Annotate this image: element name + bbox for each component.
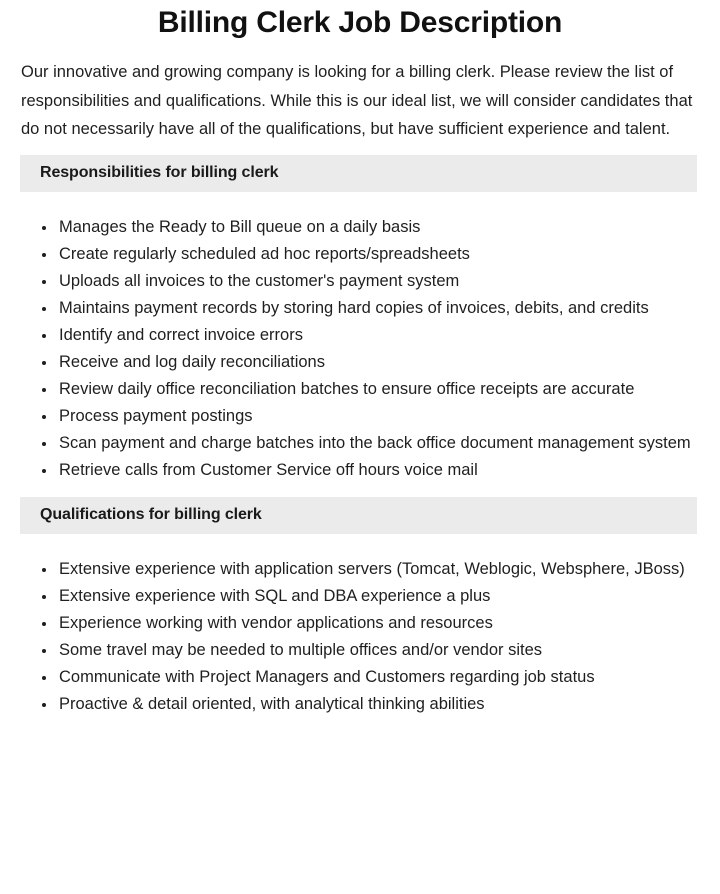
section-qualifications bbox=[0, 497, 720, 718]
section-header-responsibilities bbox=[20, 155, 697, 192]
section-header-qualifications bbox=[20, 497, 697, 534]
qualifications-list bbox=[0, 534, 720, 718]
list-item: Extensive experience with application servers (Tomcat, Weblogic, Websphere, JBoss) bbox=[0, 556, 720, 583]
list-item: Communicate with Project Managers and Customers regarding job status bbox=[0, 664, 720, 691]
list-item: Maintains payment records by storing hard copies of invoices, debits, and credits bbox=[0, 295, 720, 322]
list-item: Review daily office reconciliation batches to ensure office receipts are accurate bbox=[0, 376, 720, 403]
section-responsibilities bbox=[0, 155, 720, 484]
list-item: Process payment postings bbox=[0, 403, 720, 430]
list-item: Experience working with vendor applications and resources bbox=[0, 610, 720, 637]
list-item: Receive and log daily reconciliations bbox=[0, 349, 720, 376]
page-title: Billing Clerk Job Description bbox=[157, 6, 563, 39]
list-item: Identify and correct invoice errors bbox=[0, 322, 720, 349]
list-item: Proactive & detail oriented, with analytical thinking abilities bbox=[0, 691, 720, 718]
list-item: Manages the Ready to Bill queue on a daily basis bbox=[0, 214, 720, 241]
list-item: Some travel may be needed to multiple offices and/or vendor sites bbox=[0, 637, 720, 664]
list-item: Scan payment and charge batches into the back office document management system bbox=[0, 430, 720, 457]
section-header-label: Qualifications for billing clerk bbox=[40, 506, 262, 523]
section-header-label: Responsibilities for billing clerk bbox=[40, 164, 279, 181]
list-item: Extensive experience with SQL and DBA experience a plus bbox=[0, 583, 720, 610]
list-item: Uploads all invoices to the customer's payment system bbox=[0, 268, 720, 295]
intro-paragraph: Our innovative and growing company is looking for a billing clerk. Please review the list of responsibilities and qualifications. While this is our ideal list, we will consider candidates that do not necessarily have all of the qualifications, but have sufficient experience and talent. bbox=[21, 63, 693, 138]
list-item: Retrieve calls from Customer Service off hours voice mail bbox=[0, 457, 720, 484]
list-item: Create regularly scheduled ad hoc reports/spreadsheets bbox=[0, 241, 720, 268]
responsibilities-list bbox=[0, 192, 720, 484]
